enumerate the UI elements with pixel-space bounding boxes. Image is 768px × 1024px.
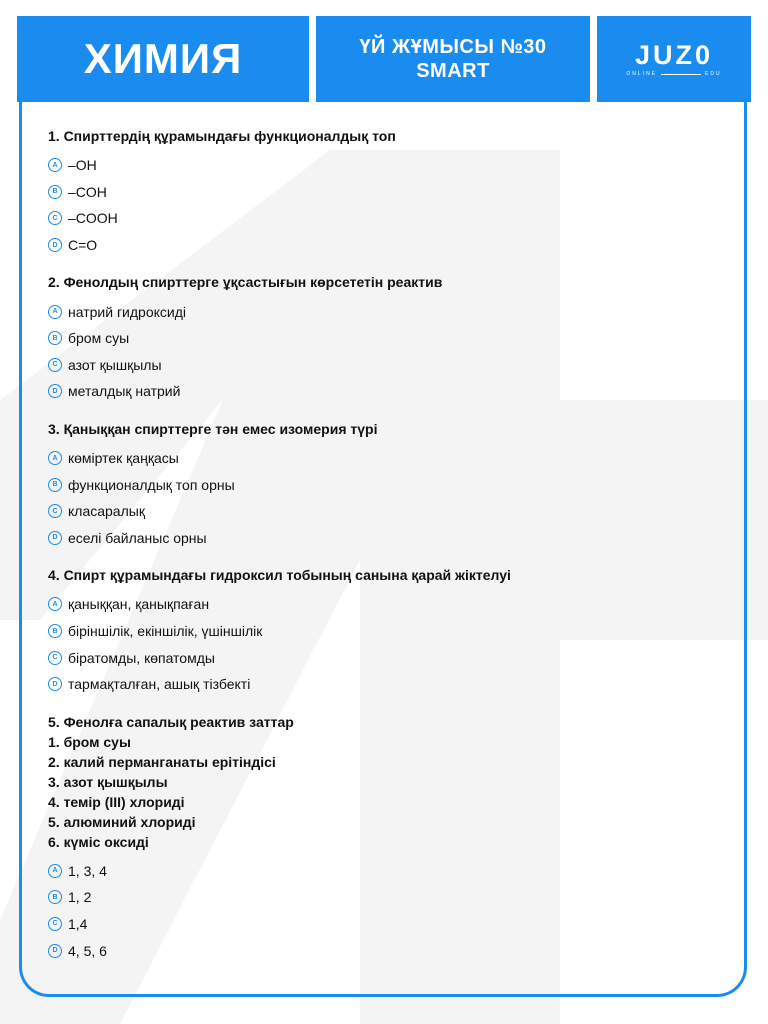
option-a[interactable] xyxy=(48,152,738,179)
option-letter-badge: C xyxy=(48,358,62,372)
logo-tagline xyxy=(626,71,721,77)
reagent-line: 4. темір (III) хлориді xyxy=(48,793,185,810)
question-text: 1. Спирттердің құрамындағы функционалдық топ xyxy=(48,128,396,144)
option-list xyxy=(48,445,738,551)
option-text: біратомды, көпатомды xyxy=(68,649,215,666)
option-list xyxy=(48,152,738,258)
reagent-line: 5. алюминий хлориді xyxy=(48,813,196,830)
option-text: –COOH xyxy=(68,210,118,227)
reagent-line: 3. азот қышқылы xyxy=(48,773,168,790)
option-letter-badge: A xyxy=(48,864,62,878)
option-letter-badge: B xyxy=(48,478,62,492)
option-c[interactable] xyxy=(48,644,738,671)
option-letter-badge: B xyxy=(48,624,62,638)
option-c[interactable] xyxy=(48,205,738,232)
option-letter-badge: A xyxy=(48,158,62,172)
homework-title: ҮЙ ЖҰМЫСЫ №30 xyxy=(359,36,547,58)
option-text: көміртек қаңқасы xyxy=(68,450,179,467)
option-text: тармақталған, ашық тізбекті xyxy=(68,676,251,693)
option-letter-badge: D xyxy=(48,384,62,398)
subject-box xyxy=(17,16,309,102)
question-4 xyxy=(48,565,738,697)
option-d[interactable] xyxy=(48,378,738,405)
option-letter-badge: B xyxy=(48,890,62,904)
option-letter-badge: A xyxy=(48,597,62,611)
option-letter-badge: C xyxy=(48,211,62,225)
option-text: еселі байланыс орны xyxy=(68,529,207,546)
question-text: 4. Спирт құрамындағы гидроксил тобының санына қарай жіктелуі xyxy=(48,567,511,584)
reagent-line: 1. бром суы xyxy=(48,733,131,750)
option-list xyxy=(48,591,738,697)
question-2 xyxy=(48,272,738,404)
option-a[interactable] xyxy=(48,298,738,325)
question-3 xyxy=(48,419,738,551)
option-text: біріншілік, екіншілік, үшіншілік xyxy=(68,623,263,640)
option-b[interactable] xyxy=(48,179,738,206)
option-b[interactable] xyxy=(48,471,738,498)
option-text: 1, 3, 4 xyxy=(68,862,107,879)
brand-logo xyxy=(597,16,751,102)
option-letter-badge: B xyxy=(48,331,62,345)
option-letter-badge: D xyxy=(48,944,62,958)
option-text: –OH xyxy=(68,157,97,174)
logo-wordmark: JUZ0 xyxy=(634,40,714,70)
option-d[interactable] xyxy=(48,937,738,964)
question-list xyxy=(48,126,738,978)
option-letter-badge: D xyxy=(48,677,62,691)
option-c[interactable] xyxy=(48,498,738,525)
question-5 xyxy=(48,712,738,964)
page-header xyxy=(17,16,751,102)
option-b[interactable] xyxy=(48,618,738,645)
logo-tag-right: EDU xyxy=(705,71,722,77)
option-text: қаныққан, қанықпаған xyxy=(68,596,210,613)
option-b[interactable] xyxy=(48,884,738,911)
question-text: 5. Фенолға сапалық реактив заттар xyxy=(48,713,294,730)
subject-title: ХИМИЯ xyxy=(83,35,243,82)
question-1 xyxy=(48,126,738,258)
option-letter-badge: A xyxy=(48,305,62,319)
option-text: C=O xyxy=(68,237,98,254)
homework-subtitle: SMART xyxy=(416,60,490,82)
option-letter-badge: A xyxy=(48,451,62,465)
option-d[interactable] xyxy=(48,671,738,698)
option-text: натрий гидроксиді xyxy=(68,303,186,320)
option-a[interactable] xyxy=(48,445,738,472)
option-text: 4, 5, 6 xyxy=(68,942,107,959)
option-list xyxy=(48,298,738,404)
option-c[interactable] xyxy=(48,911,738,938)
option-a[interactable] xyxy=(48,591,738,618)
option-text: –COH xyxy=(68,183,107,200)
question-text: 3. Қаныққан спирттерге тән емес изомерия түрі xyxy=(48,420,378,437)
option-letter-badge: C xyxy=(48,504,62,518)
option-letter-badge: D xyxy=(48,531,62,545)
option-b[interactable] xyxy=(48,325,738,352)
option-letter-badge: C xyxy=(48,917,62,931)
option-letter-badge: B xyxy=(48,185,62,199)
option-c[interactable] xyxy=(48,352,738,379)
option-a[interactable] xyxy=(48,858,738,885)
option-text: металдық натрий xyxy=(68,383,181,400)
reagent-line: 2. калий перманганаты ерітіндісі xyxy=(48,753,276,770)
reagent-line: 6. күміс оксиді xyxy=(48,833,149,850)
homework-box xyxy=(316,16,590,102)
option-d[interactable] xyxy=(48,232,738,259)
logo-tag-left: ONLINE xyxy=(626,71,658,77)
option-text: 1,4 xyxy=(68,915,88,932)
option-d[interactable] xyxy=(48,525,738,552)
option-text: бром суы xyxy=(68,330,130,347)
logo-divider xyxy=(661,74,701,75)
option-letter-badge: D xyxy=(48,238,62,252)
option-list xyxy=(48,858,738,964)
option-text: азот қышқылы xyxy=(68,356,162,373)
option-text: 1, 2 xyxy=(68,889,92,906)
option-letter-badge: C xyxy=(48,651,62,665)
option-text: функционалдық топ орны xyxy=(68,476,235,493)
option-text: класаралық xyxy=(68,503,145,520)
question-text: 2. Фенолдың спирттерге ұқсастығын көрсететін реактив xyxy=(48,274,443,291)
